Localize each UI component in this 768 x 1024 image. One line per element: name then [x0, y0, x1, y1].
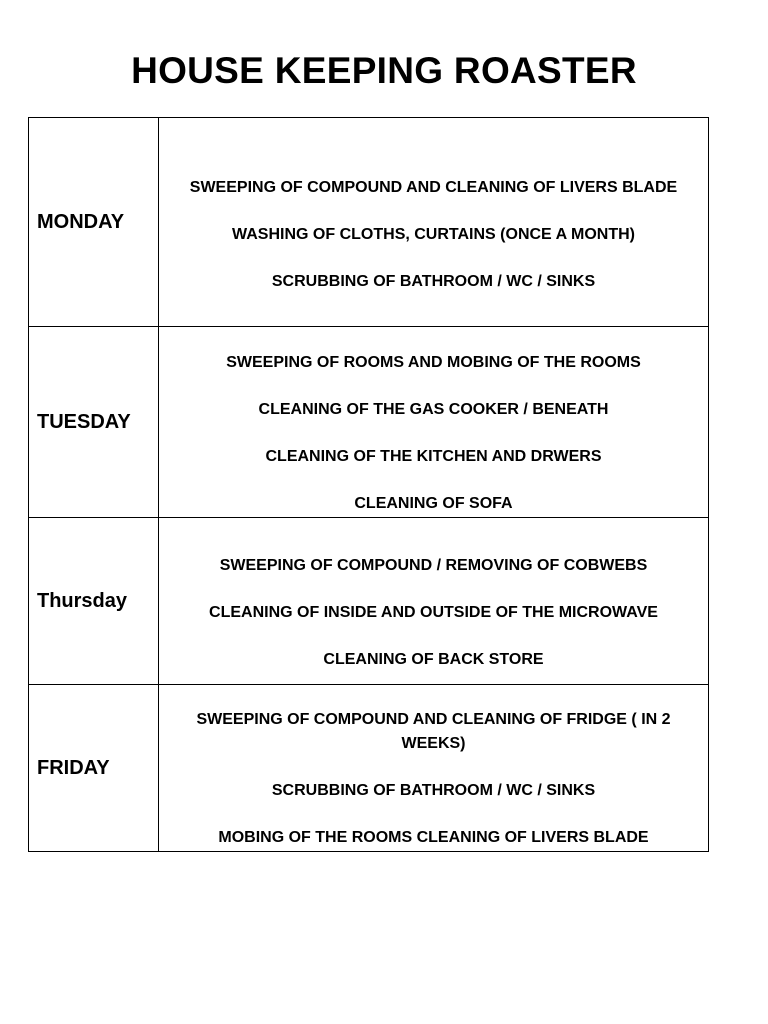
table-row — [29, 118, 709, 327]
tasks-cell — [159, 685, 709, 852]
task-item: SWEEPING OF COMPOUND AND CLEANING OF FRIDGE ( IN 2 WEEKS) — [196, 711, 671, 752]
page-title: HOUSE KEEPING ROASTER — [131, 50, 637, 91]
table-row — [29, 685, 709, 852]
task-item: CLEANING OF THE KITCHEN AND DRWERS — [265, 448, 602, 465]
task-item: SWEEPING OF COMPOUND / REMOVING OF COBWEBS — [219, 556, 648, 574]
task-item: CLEANING OF THE GAS COOKER / BENEATH — [258, 401, 609, 418]
tasks-cell — [159, 327, 709, 518]
tasks-cell — [159, 518, 709, 685]
task-item: CLEANING OF BACK STORE — [323, 650, 544, 668]
task-item: MOBING OF THE ROOMS CLEANING OF LIVERS BLADE — [218, 829, 649, 846]
day-cell: FRIDAY — [29, 685, 159, 852]
roster-table — [28, 117, 709, 852]
day-cell: TUESDAY — [29, 327, 159, 518]
table-row — [29, 518, 709, 685]
task-item: WASHING OF CLOTHS, CURTAINS (ONCE A MONTH) — [232, 225, 635, 243]
tasks-cell — [159, 118, 709, 327]
table-row — [29, 327, 709, 518]
task-item: CLEANING OF INSIDE AND OUTSIDE OF THE MICROWAVE — [209, 603, 658, 621]
day-cell: MONDAY — [29, 118, 159, 327]
task-item: CLEANING OF SOFA — [354, 495, 513, 512]
day-cell: Thursday — [29, 518, 159, 685]
task-item: SWEEPING OF ROOMS AND MOBING OF THE ROOMS — [226, 354, 641, 371]
task-item: SWEEPING OF COMPOUND AND CLEANING OF LIVERS BLADE — [189, 178, 678, 196]
task-item: SCRUBBING OF BATHROOM / WC / SINKS — [271, 272, 596, 290]
task-item: SCRUBBING OF BATHROOM / WC / SINKS — [271, 782, 596, 799]
